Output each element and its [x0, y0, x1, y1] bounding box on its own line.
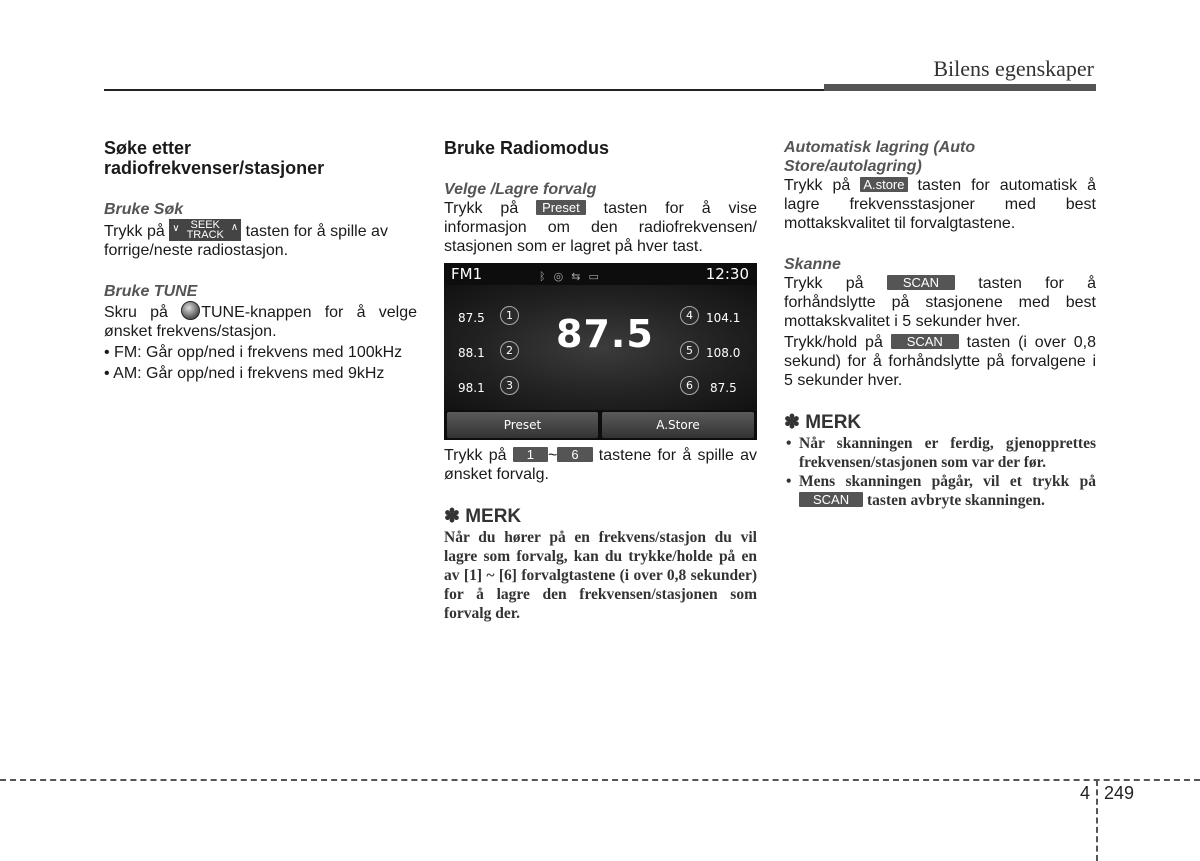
auto-store-paragraph: Trykk på A.store tasten for automatisk å lagre frekvensstasjoner med best mottakskvalitet til forvalgtastene.	[784, 177, 1097, 232]
tune-paragraph: Skru på TUNE-knappen for å velge ønsket frekvens/stasjon.	[104, 301, 417, 341]
radio-display-screenshot	[444, 263, 757, 440]
preset-key: Preset	[536, 200, 586, 215]
chevron-up-icon: ∧	[230, 222, 239, 233]
column-right	[784, 138, 1096, 510]
list-item: • Mens skanningen pågår, vil et trykk på SCAN tasten avbryte skanningen.	[784, 472, 1096, 510]
subheading-scan: Skanne	[784, 256, 841, 273]
usb-icon: ⇆	[571, 270, 589, 283]
page-header-title: Bilens egenskaper	[933, 56, 1094, 81]
footer-divider	[1096, 780, 1098, 861]
display-clock: 12:30	[705, 265, 749, 283]
note-list	[784, 434, 1096, 510]
astore-key: A.store	[860, 177, 907, 192]
list-item: • FM: Går opp/ned i frekvens med 100kHz	[104, 344, 403, 361]
disc-icon: ◎	[553, 270, 572, 283]
scan-key: SCAN	[891, 334, 959, 349]
display-status-bar	[444, 263, 757, 285]
preset-freq-1: 87.5	[458, 311, 485, 325]
chapter-number: 4	[1080, 783, 1091, 803]
page-number: 249	[1104, 783, 1135, 803]
display-astore-button: A.Store	[602, 412, 754, 438]
preset-select-paragraph: Trykk på 1 ~ 6 tastene for å spille av ønsket forvalg.	[444, 447, 758, 483]
preset-num-6: 6	[680, 376, 699, 395]
preset-freq-6: 87.5	[710, 381, 737, 395]
footer-rule	[0, 779, 1200, 781]
chevron-down-icon: ∨	[172, 223, 180, 234]
section-heading-radio-mode: Bruke Radiomodus	[444, 138, 610, 158]
scan-hold-paragraph: Trykk/hold på SCAN tasten (i over 0,8 sekund) for å forhåndslytte på forvalgene i 5 sekunder hver.	[784, 334, 1096, 389]
preset-freq-3: 98.1	[458, 381, 485, 395]
scan-key: SCAN	[887, 275, 955, 290]
list-item: • Når skanningen er ferdig, gjenopprettes frekvensen/stasjonen som var der før.	[784, 434, 1096, 472]
header-rule	[104, 89, 824, 91]
preset-key-1: 1	[513, 447, 548, 462]
list-item: • AM: Går opp/ned i frekvens med 9kHz	[104, 365, 385, 382]
current-frequency: 87.5	[556, 312, 654, 356]
section-heading-search: Søke etter radiofrekvenser/stasjoner	[104, 138, 325, 178]
column-middle	[444, 138, 757, 623]
subheading-preset: Velge /Lagre forvalg	[444, 181, 597, 198]
display-preset-button: Preset	[447, 412, 598, 438]
preset-num-5: 5	[680, 341, 699, 360]
preset-freq-4: 104.1	[706, 311, 741, 325]
tune-knob-icon	[181, 301, 200, 320]
preset-num-2: 2	[500, 341, 519, 360]
subheading-tune: Bruke TUNE	[104, 283, 198, 300]
display-band: FM1	[451, 265, 483, 283]
scan-key: SCAN	[799, 492, 863, 507]
preset-num-4: 4	[680, 306, 699, 325]
status-icons	[539, 267, 607, 286]
subheading-seek: Bruke Søk	[104, 201, 184, 218]
battery-icon: ▭	[588, 270, 607, 283]
note-body: Når du hører på en frekvens/stasjon du vil lagre som forvalg, kan du trykke/holde på en av [1] ~ [6] forvalgtastene (i over 0,8 sekunder) for å lagre den frekvensen/stasjonen som forvalg der.	[444, 529, 757, 622]
seek-track-key: ∨ SEEK TRACK ∧	[169, 219, 241, 241]
preset-paragraph: Trykk på Preset tasten for å vise informasjon om den radiofrekvensen/ stasjonen som er lagret på hver tast.	[444, 200, 757, 255]
preset-key-6: 6	[557, 447, 592, 462]
preset-freq-5: 108.0	[706, 346, 741, 360]
preset-num-1: 1	[500, 306, 519, 325]
column-left	[104, 138, 417, 385]
header-rule-accent	[824, 84, 1096, 91]
preset-num-3: 3	[500, 376, 519, 395]
tune-step-list	[104, 343, 417, 383]
subheading-auto-store: Automatisk lagring (Auto Store/autolagring)	[784, 139, 976, 175]
bluetooth-icon: ᛒ	[539, 270, 554, 283]
scan-paragraph: Trykk på SCAN tasten for å forhåndslytte på stasjonene med best mottakskvalitet i 5 sekunder hver.	[784, 275, 1096, 330]
note-title: ✽ MERK	[784, 412, 862, 433]
seek-paragraph: Trykk på ∨ SEEK TRACK ∧ tasten for å spille av forrige/neste radiostasjon.	[104, 219, 388, 259]
note-title: ✽ MERK	[444, 506, 522, 527]
preset-freq-2: 88.1	[458, 346, 485, 360]
